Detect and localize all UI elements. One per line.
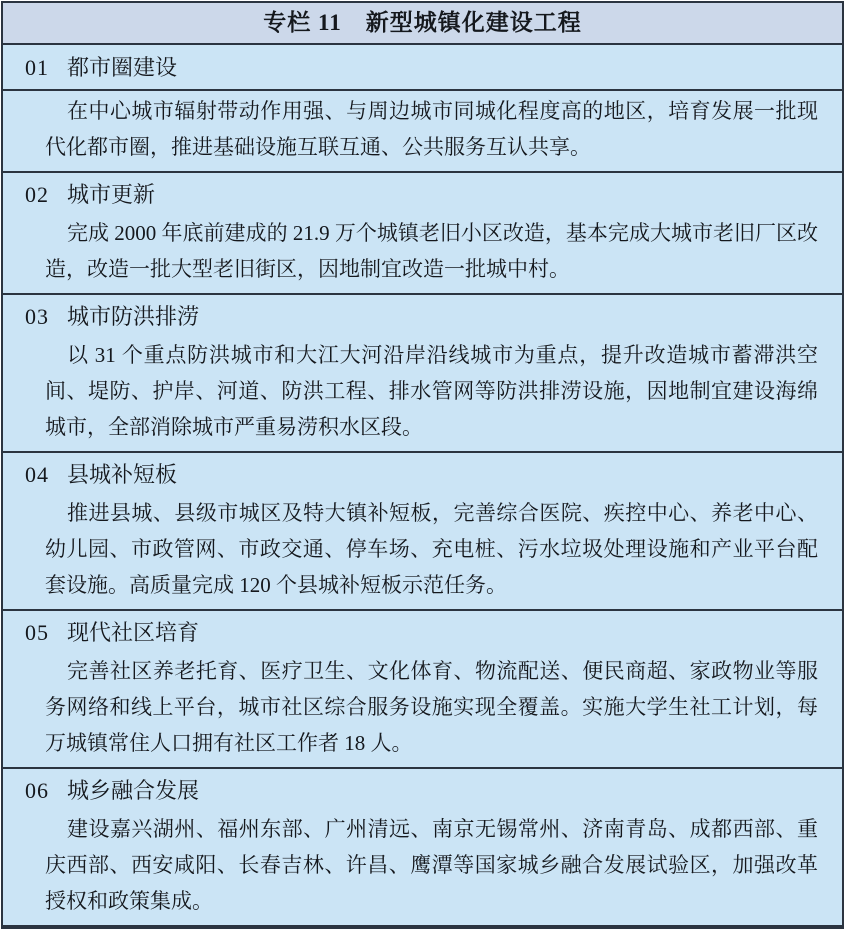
section-heading: 城市防洪排涝 (67, 304, 200, 329)
section-heading: 城乡融合发展 (67, 778, 200, 803)
section-06-header (3, 769, 842, 809)
section-heading: 现代社区培育 (67, 620, 200, 645)
section-02 (3, 173, 842, 295)
section-01-body: 在中心城市辐射带动作用强、与周边城市同城化程度高的地区，培育发展一批现代化都市圈，推进基础设施互联互通、公共服务互认共享。 (3, 91, 842, 173)
feature-column-box (1, 1, 844, 929)
section-03 (3, 295, 842, 453)
section-03-body: 以 31 个重点防洪城市和大江大河沿岸沿线城市为重点，提升改造城市蓄滞洪空间、堤防、护岸、河道、防洪工程、排水管网等防洪排涝设施，因地制宜建设海绵城市，全部消除城市严重易涝积水区段。 (45, 343, 818, 439)
section-number: 01 (25, 55, 49, 80)
box-title: 专栏 11 新型城镇化建设工程 (3, 3, 842, 45)
section-06 (3, 769, 842, 925)
section-05-header (3, 611, 842, 651)
section-06-body: 建设嘉兴湖州、福州东部、广州清远、南京无锡常州、济南青岛、成都西部、重庆西部、西安咸阳、长春吉林、许昌、鹰潭等国家城乡融合发展试验区，加强改革授权和政策集成。 (45, 817, 818, 913)
section-heading: 县城补短板 (67, 462, 178, 487)
section-01-header (3, 45, 842, 91)
section-04-body: 推进县城、县级市城区及特大镇补短板，完善综合医院、疾控中心、养老中心、幼儿园、市政管网、市政交通、停车场、充电桩、污水垃圾处理设施和产业平台配套设施。高质量完成 120 个县城补短板示范任务。 (45, 501, 818, 597)
section-05 (3, 611, 842, 769)
section-number: 06 (25, 778, 49, 803)
section-02-body: 完成 2000 年底前建成的 21.9 万个城镇老旧小区改造，基本完成大城市老旧厂区改造，改造一批大型老旧街区，因地制宜改造一批城中村。 (45, 221, 818, 281)
section-heading: 都市圈建设 (67, 55, 178, 80)
section-number: 05 (25, 620, 49, 645)
section-heading: 城市更新 (67, 182, 156, 207)
section-number: 03 (25, 304, 49, 329)
section-04 (3, 453, 842, 611)
section-number: 04 (25, 462, 49, 487)
section-02-header (3, 173, 842, 213)
section-04-header (3, 453, 842, 493)
section-number: 02 (25, 182, 49, 207)
section-05-body: 完善社区养老托育、医疗卫生、文化体育、物流配送、便民商超、家政物业等服务网络和线上平台，城市社区综合服务设施实现全覆盖。实施大学生社工计划，每万城镇常住人口拥有社区工作者 18 人。 (45, 659, 818, 755)
section-03-header (3, 295, 842, 335)
